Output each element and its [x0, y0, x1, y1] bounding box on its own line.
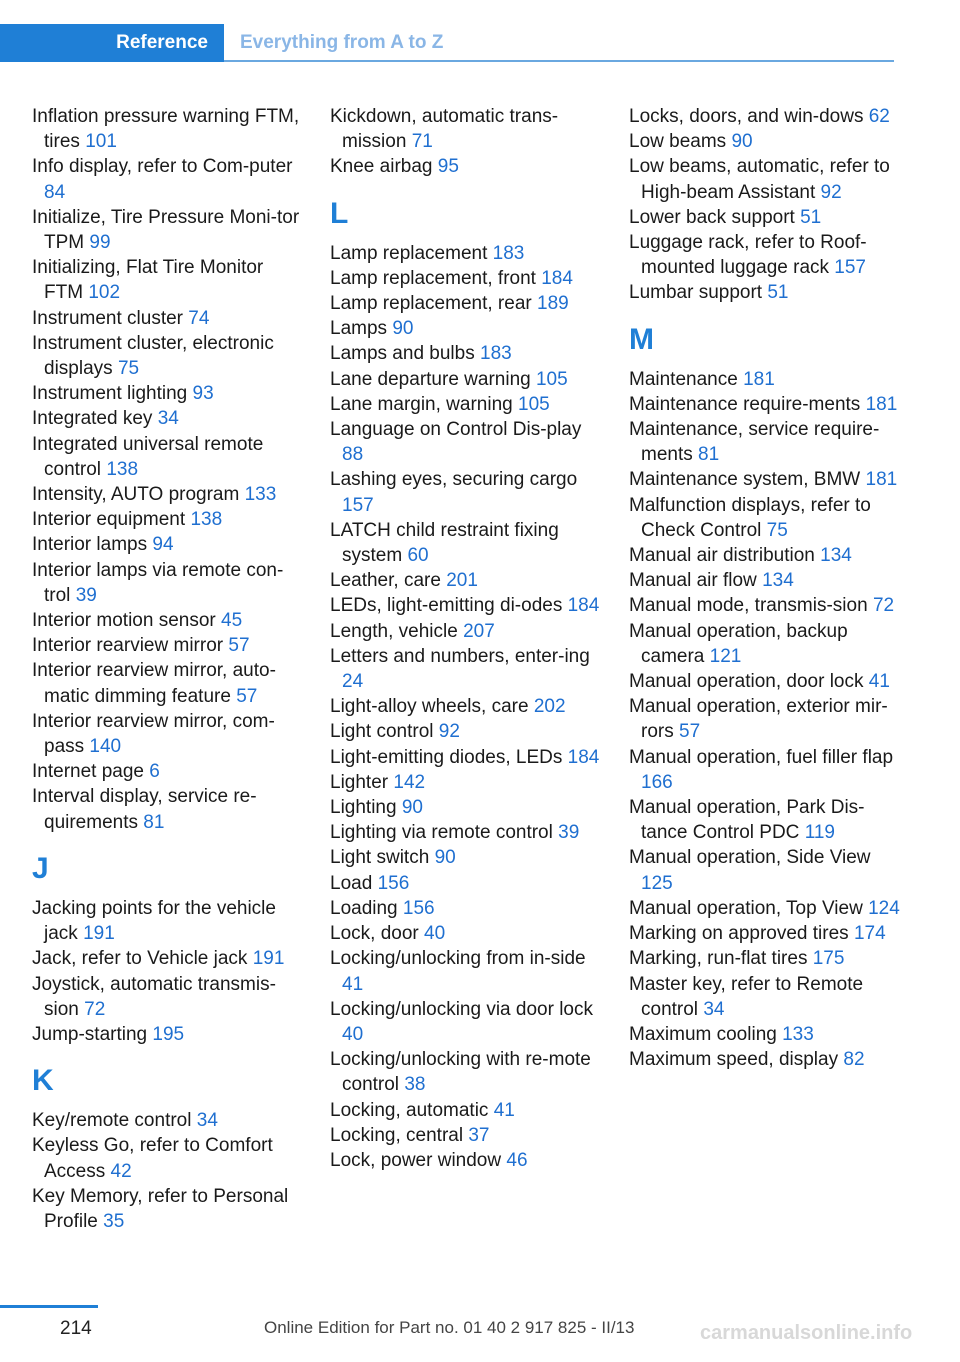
page-link[interactable]: 181: [865, 469, 898, 491]
index-entry: [330, 1047, 602, 1097]
page-link[interactable]: 39: [558, 822, 580, 844]
index-entry: [330, 568, 602, 593]
index-entry: [330, 154, 602, 179]
entry-text: Light switch: [330, 847, 430, 869]
entry-text: Lumbar support: [629, 282, 763, 304]
index-entry: [32, 658, 304, 708]
page-number: 214: [60, 1318, 92, 1339]
page-link[interactable]: 99: [89, 232, 111, 254]
entry-text: Locking, central: [330, 1124, 464, 1146]
entry-text: Lighter: [330, 771, 389, 793]
page-link[interactable]: 34: [196, 1110, 218, 1132]
index-entry: [629, 896, 901, 921]
page-link[interactable]: 157: [342, 494, 374, 516]
page-link[interactable]: 105: [518, 393, 550, 415]
index-entry: [330, 845, 602, 870]
index-entry: [32, 784, 304, 834]
page-link[interactable]: 90: [434, 847, 456, 869]
entry-text: Light-alloy wheels, care: [330, 696, 529, 718]
entry-text: Leather, care: [330, 570, 441, 592]
index-entry: [330, 367, 602, 392]
page-link[interactable]: 157: [834, 257, 866, 279]
index-entry: [330, 467, 602, 517]
index-entry: [330, 392, 602, 417]
index-entry: [32, 633, 304, 658]
page-link[interactable]: 184: [541, 267, 573, 289]
page-link[interactable]: 39: [75, 584, 97, 606]
entry-text: Integrated key: [32, 408, 153, 430]
index-entry: [629, 972, 901, 1022]
index-entry: [629, 745, 901, 795]
page-link[interactable]: 57: [236, 685, 258, 707]
index-entry: [330, 871, 602, 896]
index-column-3: [629, 104, 901, 1072]
index-entry: [330, 820, 602, 845]
index-entry: [32, 896, 304, 946]
page-link[interactable]: 34: [703, 998, 725, 1020]
entry-text: Lamp replacement, rear: [330, 293, 532, 315]
entry-text: Manual mode, transmis-sion: [629, 595, 868, 617]
index-entry: [629, 230, 901, 280]
page-link[interactable]: 156: [402, 897, 435, 919]
entry-text: Luggage rack, refer to Roof-mounted luggage rack: [629, 232, 867, 279]
page-link[interactable]: 41: [342, 973, 364, 995]
entry-text: Lower back support: [629, 206, 795, 228]
entry-text: Maintenance system, BMW: [629, 469, 861, 491]
page-link[interactable]: 51: [767, 282, 789, 304]
letter-heading: J: [32, 851, 49, 885]
page-link[interactable]: 46: [506, 1149, 528, 1171]
entry-text: Jump-starting: [32, 1023, 148, 1045]
index-entry: [32, 532, 304, 557]
page-link[interactable]: 62: [868, 106, 890, 127]
section-tab[interactable]: Reference: [0, 24, 224, 62]
index-column-2: [330, 104, 602, 1173]
index-entry: [32, 104, 304, 154]
index-entry: [629, 1022, 901, 1047]
index-entry: [32, 558, 304, 608]
page-link[interactable]: 201: [446, 570, 478, 592]
entry-text: Light control: [330, 721, 434, 743]
page-link[interactable]: 191: [252, 948, 285, 970]
index-entry: [32, 507, 304, 532]
page-link[interactable]: 40: [424, 923, 446, 945]
entry-text: LATCH child restraint fixing system: [330, 519, 559, 567]
letter-heading: K: [32, 1064, 54, 1098]
index-entry: [330, 946, 602, 996]
page-link[interactable]: 72: [84, 998, 106, 1020]
entry-text: Loading: [330, 897, 398, 919]
index-entry: [32, 205, 304, 255]
entry-text: Jack, refer to Vehicle jack: [32, 948, 248, 970]
entry-text: Instrument cluster, electronic displays: [32, 332, 274, 380]
index-entry: [330, 417, 602, 467]
entry-text: Lamps and bulbs: [330, 343, 475, 365]
page-link[interactable]: 202: [533, 696, 566, 718]
entry-text: Light-emitting diodes, LEDs: [330, 746, 563, 768]
page-link[interactable]: 95: [437, 156, 459, 178]
index-entry: [629, 543, 901, 568]
header-rule: [224, 60, 894, 62]
index-entry: [32, 255, 304, 305]
entry-text: Manual operation, backup camera: [629, 620, 848, 667]
index-entry: [32, 1022, 304, 1047]
page-link[interactable]: 102: [88, 282, 121, 304]
entry-text: Lashing eyes, securing cargo: [330, 469, 578, 491]
index-entry: [32, 331, 304, 381]
entry-text: Manual operation, Park Dis-tance Control PDC: [629, 797, 865, 844]
index-entry: [330, 291, 602, 316]
page-link[interactable]: 38: [404, 1074, 426, 1096]
entry-text: Info display, refer to Com-puter: [32, 156, 293, 178]
page-link[interactable]: 183: [480, 343, 512, 365]
page-link[interactable]: 105: [535, 368, 568, 390]
index-entry: [629, 845, 901, 895]
index-entry: [32, 406, 304, 431]
entry-text: Inflation pressure warning FTM, tires: [32, 106, 300, 153]
page-link[interactable]: 101: [85, 131, 117, 153]
entry-text: Lamps: [330, 318, 388, 340]
index-entry: [629, 367, 901, 392]
index-entry: [629, 795, 901, 845]
page-link[interactable]: 37: [468, 1124, 490, 1146]
entry-text: Lane margin, warning: [330, 393, 513, 415]
page-link[interactable]: 60: [407, 545, 429, 567]
entry-text: Manual operation, fuel filler flap: [629, 746, 894, 768]
entry-text: Keyless Go, refer to Comfort Access: [32, 1135, 273, 1182]
page-link[interactable]: 183: [492, 242, 525, 264]
entry-text: Key/remote control: [32, 1110, 192, 1132]
entry-text: Joystick, automatic transmis-sion: [32, 973, 276, 1020]
entry-text: Interval display, service re-quirements: [32, 786, 257, 833]
index-entry: [32, 759, 304, 784]
page-header: [0, 24, 894, 62]
entry-text: Interior motion sensor: [32, 610, 216, 632]
page-link[interactable]: 51: [800, 206, 822, 228]
index-entry: [629, 593, 901, 618]
index-entry: [629, 568, 901, 593]
entry-text: Interior equipment: [32, 509, 186, 531]
index-entry: [330, 1148, 602, 1173]
index-entry: [32, 306, 304, 331]
entry-text: Lane departure warning: [330, 368, 531, 390]
index-entry: [330, 518, 602, 568]
entry-text: Manual operation, Top View: [629, 897, 863, 919]
page-link[interactable]: 181: [865, 393, 898, 415]
entry-text: Length, vehicle: [330, 620, 458, 642]
page-link[interactable]: 57: [679, 721, 701, 743]
page-link[interactable]: 72: [872, 595, 895, 617]
entry-text: Jacking points for the vehicle jack: [32, 897, 276, 945]
entry-text: Letters and numbers, enter-ing: [330, 645, 590, 667]
entry-text: Lock, door: [330, 923, 419, 945]
entry-text: Interior rearview mirror, com-pass: [32, 710, 275, 758]
entry-text: Locking/unlocking with re-mote control: [330, 1049, 591, 1096]
entry-text: Lamp replacement, front: [330, 267, 536, 289]
index-entry: [629, 467, 901, 492]
page-link[interactable]: 140: [89, 736, 122, 758]
page-link[interactable]: 92: [820, 181, 842, 203]
page-link[interactable]: 6: [149, 761, 160, 783]
index-entry: [330, 694, 602, 719]
page-link[interactable]: 93: [192, 383, 214, 405]
page-link[interactable]: 42: [110, 1160, 132, 1182]
index-entry: [32, 1108, 304, 1133]
index-entry: [629, 417, 901, 467]
page-link[interactable]: 90: [401, 797, 423, 819]
entry-text: Maximum cooling: [629, 1023, 777, 1045]
entry-text: LEDs, light-emitting di-odes: [330, 595, 563, 617]
entry-text: Marking, run-flat tires: [629, 948, 808, 970]
index-entry: [629, 946, 901, 971]
page-link[interactable]: 134: [820, 545, 852, 567]
index-entry: [32, 1184, 304, 1234]
entry-text: Internet page: [32, 761, 144, 783]
page-link[interactable]: 125: [641, 872, 673, 894]
entry-text: Knee airbag: [330, 156, 433, 178]
entry-text: Lighting via remote control: [330, 822, 553, 844]
page-link[interactable]: 184: [567, 746, 600, 768]
index-entry: [330, 341, 602, 366]
page-link[interactable]: 84: [44, 181, 66, 203]
index-column-1: [32, 104, 304, 1234]
entry-text: Manual operation, Side View: [629, 847, 871, 869]
page-link[interactable]: 82: [843, 1049, 865, 1071]
entry-text: Interior rearview mirror: [32, 635, 224, 657]
page-link[interactable]: 35: [103, 1210, 125, 1232]
index-entry: [330, 593, 602, 618]
page-link[interactable]: 40: [342, 1023, 364, 1045]
entry-text: Intensity, AUTO program: [32, 484, 240, 506]
edition-note: Online Edition for Part no. 01 40 2 917 825 - II/13: [264, 1318, 635, 1337]
section-title: Everything from A to Z: [240, 32, 444, 53]
page-link[interactable]: 34: [157, 408, 179, 430]
index-entry: [32, 972, 304, 1022]
index-entry: [629, 921, 901, 946]
entry-text: Maintenance require-ments: [629, 393, 861, 415]
index-entry: [32, 154, 304, 204]
entry-text: Manual operation, door lock: [629, 671, 864, 693]
entry-text: Malfunction displays, refer to Check Control: [629, 494, 871, 541]
index-entry: [629, 619, 901, 669]
page-link[interactable]: 90: [392, 318, 414, 340]
index-entry: [629, 694, 901, 744]
letter-heading: L: [330, 196, 349, 230]
page-link[interactable]: 74: [188, 307, 210, 329]
index-entry: [629, 154, 901, 204]
index-entry: [330, 1123, 602, 1148]
index-entry: [629, 104, 901, 129]
index-entry: [32, 482, 304, 507]
page-link[interactable]: 191: [83, 923, 115, 945]
index-entry: [32, 432, 304, 482]
index-entry: [330, 104, 602, 154]
index-entry: [330, 719, 602, 744]
page-link[interactable]: 166: [641, 771, 673, 793]
index-entry: [330, 745, 602, 770]
page-link[interactable]: 57: [228, 635, 250, 657]
entry-text: Locking, automatic: [330, 1099, 489, 1121]
page-link[interactable]: 138: [190, 509, 223, 531]
index-entry: [330, 770, 602, 795]
page-link[interactable]: 138: [106, 458, 139, 480]
entry-text: Integrated universal remote control: [32, 433, 264, 480]
page-link[interactable]: 94: [152, 534, 174, 556]
page-link[interactable]: 133: [782, 1023, 814, 1045]
entry-text: Key Memory, refer to Personal Profile: [32, 1185, 289, 1232]
entry-text: Locks, doors, and win-dows: [629, 106, 864, 127]
index-entry: [330, 266, 602, 291]
page-link[interactable]: 88: [342, 444, 364, 466]
entry-text: Manual air flow: [629, 570, 757, 592]
page-link[interactable]: 142: [393, 771, 426, 793]
index-entry: [629, 129, 901, 154]
letter-heading: M: [629, 322, 654, 356]
page-link[interactable]: 81: [698, 444, 720, 466]
entry-text: Maintenance: [629, 368, 738, 390]
page-link[interactable]: 119: [804, 822, 835, 844]
page-link[interactable]: 75: [766, 519, 788, 541]
entry-text: Low beams, automatic, refer to High-beam Assistant: [629, 156, 890, 203]
index-entry: [629, 392, 901, 417]
entry-text: Lock, power window: [330, 1149, 502, 1171]
page-link[interactable]: 184: [567, 595, 600, 617]
entry-text: Master key, refer to Remote control: [629, 973, 864, 1020]
page-link[interactable]: 174: [853, 923, 886, 945]
entry-text: Kickdown, automatic trans-mission: [330, 106, 559, 153]
index-entry: [330, 795, 602, 820]
entry-text: Load: [330, 872, 373, 894]
entry-text: Interior lamps via remote con-trol: [32, 559, 284, 606]
page-link[interactable]: 92: [438, 721, 460, 743]
entry-text: Interior lamps: [32, 534, 148, 556]
entry-text: Language on Control Dis-play: [330, 419, 582, 441]
page-link[interactable]: 195: [152, 1023, 185, 1045]
page-link[interactable]: 124: [868, 897, 900, 919]
entry-text: Locking/unlocking from in-side: [330, 948, 586, 970]
index-entry: [330, 241, 602, 266]
index-entry: [330, 1098, 602, 1123]
page-link[interactable]: 189: [537, 293, 569, 315]
page-link[interactable]: 41: [493, 1099, 515, 1121]
entry-text: Low beams: [629, 131, 727, 153]
entry-text: Initializing, Flat Tire Monitor FTM: [32, 257, 264, 304]
entry-text: Instrument cluster: [32, 307, 183, 329]
page-link[interactable]: 156: [377, 872, 410, 894]
page-link[interactable]: 45: [221, 610, 243, 632]
index-entry: [32, 381, 304, 406]
index-entry: [32, 1133, 304, 1183]
page-link[interactable]: 24: [342, 671, 364, 693]
page-link[interactable]: 181: [743, 368, 775, 390]
index-entry: [330, 896, 602, 921]
index-entry: [629, 669, 901, 694]
index-entry: [32, 709, 304, 759]
page-link[interactable]: 175: [812, 948, 845, 970]
page-link[interactable]: 71: [411, 131, 433, 153]
index-entry: [330, 316, 602, 341]
page-link[interactable]: 207: [463, 620, 495, 642]
index-entry: [330, 619, 602, 644]
entry-text: Manual operation, exterior mir-rors: [629, 696, 888, 743]
entry-text: Interior rearview mirror, auto-matic dimming feature: [32, 660, 276, 707]
entry-text: Marking on approved tires: [629, 923, 849, 945]
entry-text: Manual air distribution: [629, 545, 815, 567]
entry-text: Lighting: [330, 797, 397, 819]
index-entry: [629, 1047, 901, 1072]
entry-text: Maximum speed, display: [629, 1049, 839, 1071]
index-entry: [32, 608, 304, 633]
page-link[interactable]: 90: [731, 131, 753, 153]
entry-text: Lamp replacement: [330, 242, 488, 264]
index-entry: [629, 493, 901, 543]
page-link[interactable]: 133: [244, 484, 277, 506]
footer-rule: [0, 1305, 98, 1308]
page-link[interactable]: 41: [868, 671, 890, 693]
entry-text: Maintenance, service require-ments: [629, 419, 880, 466]
index-entry: [32, 946, 304, 971]
index-entry: [330, 997, 602, 1047]
entry-text: Instrument lighting: [32, 383, 188, 405]
page-link[interactable]: 81: [143, 811, 165, 833]
page-link[interactable]: 134: [762, 570, 794, 592]
page-link[interactable]: 75: [117, 358, 140, 380]
entry-text: Locking/unlocking via door lock: [330, 998, 593, 1020]
index-entry: [330, 921, 602, 946]
index-entry: [330, 644, 602, 694]
index-entry: [629, 280, 901, 305]
entry-text: Initialize, Tire Pressure Moni-tor TPM: [32, 206, 300, 254]
watermark: carmanualsonline.info: [700, 1322, 913, 1344]
index-entry: [629, 205, 901, 230]
page-link[interactable]: 121: [709, 645, 742, 667]
